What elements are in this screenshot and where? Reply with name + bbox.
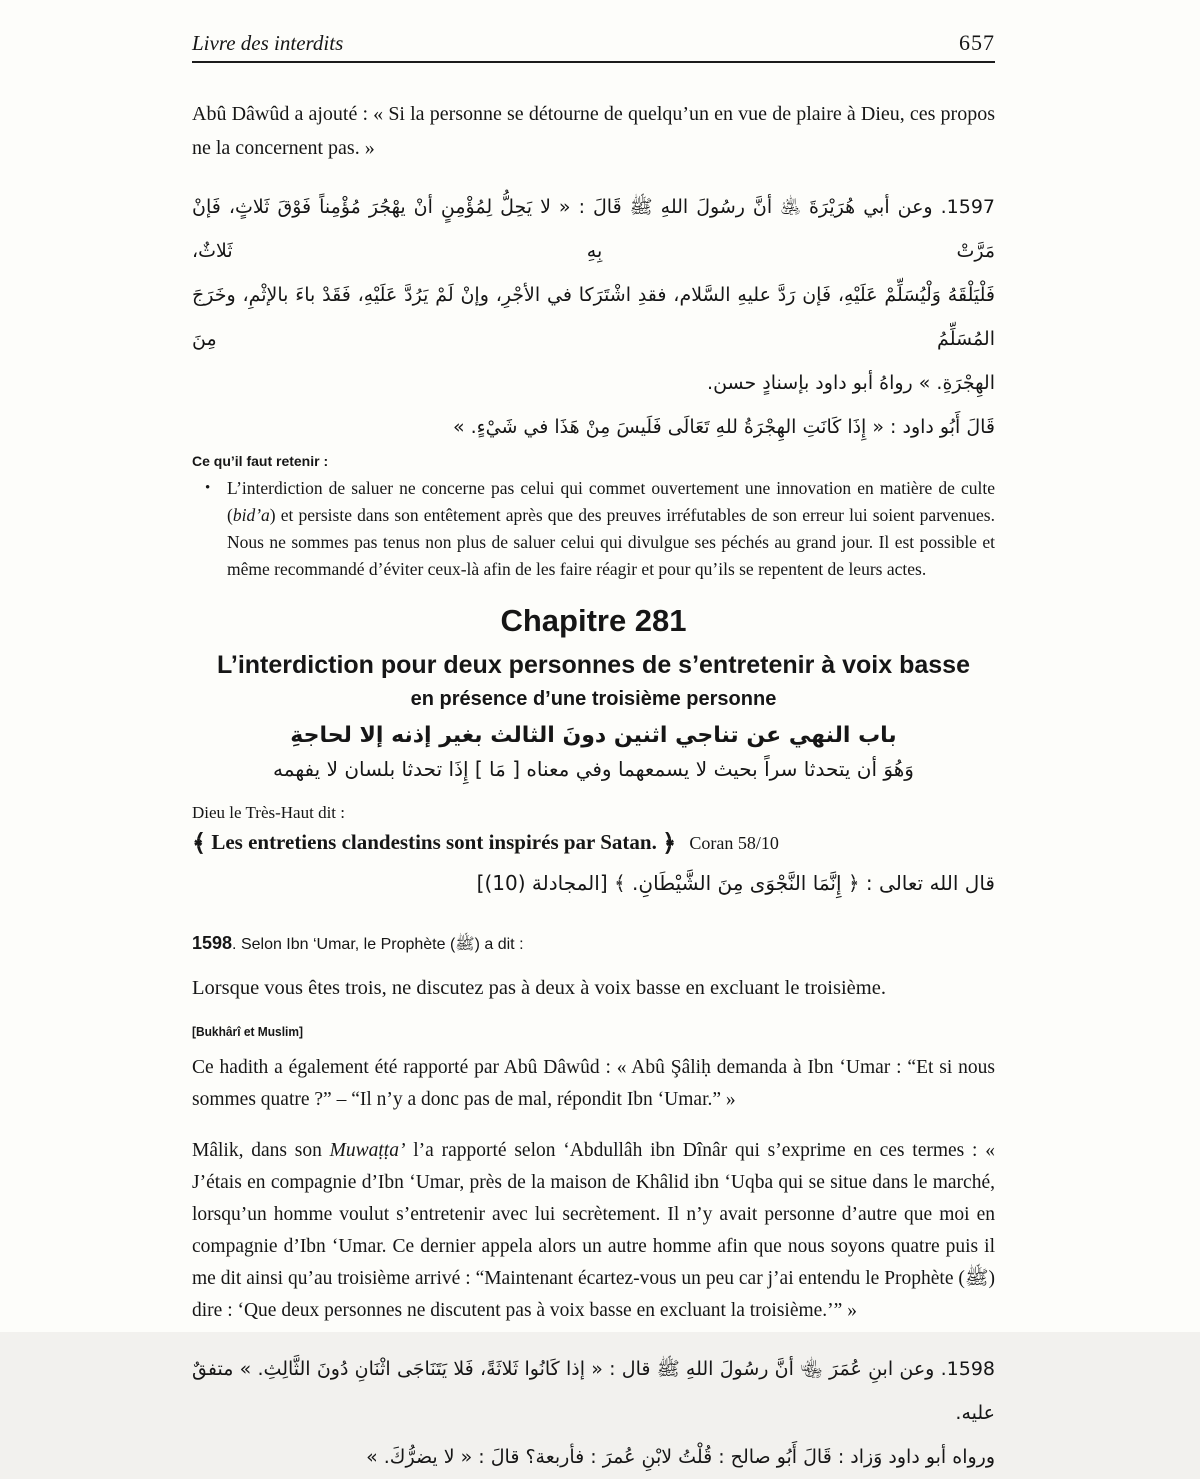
chapter-subtitle: en présence d’une troisième personne [410,688,777,710]
hadith-1598-source: [Bukhârî et Muslim] [192,1023,303,1039]
quran-verse-french [192,829,995,857]
verse-reference: Coran 58/10 [689,833,779,853]
key-points-text-part: L’interdiction de saluer ne concerne pas celui qui commet ouvertement une innovation en matière de culte ( [227,478,995,525]
key-points-section [192,453,995,583]
hadith-1597-arabic-line: فَلْيَلْقَهُ وَلْيُسَلِّمْ عَلَيْهِ، فَإن رَدَّ عليهِ السَّلام، فقدِ اشْتَرَكا في الأجْرِ، وإنْ لَمْ يَرُدَّ عَلَيْهِ، فَقَدْ باءَ بالإثْمِ، وخَرَجَ المُسَلِّمُ مِنَ [192,284,995,350]
key-points-item [192,475,995,583]
page-number: 657 [959,30,995,55]
hadith-1598-commentary-1: Ce hadith a également été rapporté par Abû Dâwûd : « Abû Şâliḥ demanda à Ibn ‘Umar : “Et si nous sommes quatre ?” – “Il n’y a donc pas de mal, répondit Ibn ‘Umar.” » [192,1056,995,1110]
chapter-arabic-title: باب النهي عن تناجي اثنين دونَ الثالث بغير إذنه إلا لحاجةِ [290,723,897,748]
running-book-title: Livre des interdits [192,31,344,55]
page-header [192,30,995,63]
key-points-label: Ce qu’il faut retenir : [192,453,329,469]
quran-intro-line: Dieu le Très-Haut dit : [192,803,345,822]
hadith-1598-commentary-2 [192,1135,995,1327]
hadith-1597-arabic [192,185,995,449]
chapter-title: L’interdiction pour deux personnes de s’entretenir à voix basse [217,651,970,679]
hadith-1598-arabic [192,1347,995,1479]
hadith-1598-narrator-line [192,933,995,957]
hadith-1597-arabic-line: الهِجْرَةِ. » رواهُ أبو داود بإسنادٍ حسن. [707,372,995,394]
hadith-1597-arabic-line: 1597. وعن أبي هُرَيْرَةَ ﵁ أنَّ رسُولَ اللهِ ﷺ قَالَ : « لا يَحِلُّ لِمُؤْمِنٍ أنْ يهْجُرَ مُؤْمِناً فَوْقَ ثَلاثٍ، فَإنْ مَرَّتْ بِهِ ثَلاثٌ، [192,196,995,262]
key-points-text [227,475,995,583]
narrator-text: . Selon Ibn ‘Umar, le Prophète (ﷺ) a dit : [232,936,524,953]
hadith-1598-text: Lorsque vous êtes trois, ne discutez pas à deux à voix basse en excluant le troisième. [192,977,886,999]
header-rule [192,61,995,63]
chapter-heading [192,603,995,781]
hadith-1598-arabic-addition: ورواه أبو داود وَزاد : قَالَ أَبُو صالح : قُلْتُ لابْنِ عُمرَ : فأربعة؟ قالَ : « لا يضرُّكَ. » [366,1445,995,1468]
commentary-2-book-title: Muwaṭṭa’ [329,1140,406,1161]
hadith-1598-section [192,933,995,1479]
intro-paragraph: Abû Dâwûd a ajouté : « Si la personne se détourne de quelqu’un en vue de plaire à Dieu, ces propos ne la concernent pas. » [192,103,995,159]
hadith-number: 1598 [192,933,233,953]
quran-verse-arabic: قال الله تعالى : ﴿ إِنَّمَا النَّجْوَى مِنَ الشَّيْطَانِ. ﴾ [المجادلة (10)] [476,871,995,895]
commentary-2-part: Mâlik, dans son [192,1140,330,1161]
verse-text: Les entretiens clandestins sont inspirés par Satan. [211,830,657,854]
chapter-number: Chapitre 281 [500,603,687,638]
quran-quote-section [192,803,995,901]
key-points-text-part: ) et persiste dans son entêtement après que des preuves irréfutables de son erreur lui soient parvenues. Nous ne sommes pas tenus non plus de saluer celui qui divulgue ses péchés au grand jour. Il est possible et même recommandé d’éviter ceux-là afin de les faire réagir et pour qu’ils se repentent de leurs actes. [227,505,995,579]
bullet-icon: • [205,480,211,496]
verse-closing-ornament-icon: ﴿ [662,829,677,857]
commentary-2-part: l’a rapporté selon ‘Abdullâh ibn Dînâr qui s’exprime en ces termes : « J’étais en compagnie d’Ibn ‘Umar, près de la maison de Khâlid ibn ‘Uqba qui se situe dans le marché, lorsqu’un homme voulut s’entretenir avec lui secrètement. Il n’y avait personne d’autre que moi en compagnie d’Ibn ‘Umar. Ce dernier appela alors un autre homme afin que nous soyons quatre puis il me dit ainsi qu’au troisième arrivé : “Maintenant écartez-vous un peu car j’ai entendu le Prophète (ﷺ) dire : ‘Que deux personnes ne discutent pas à voix basse en excluant la troisième.’” » [192,1140,995,1321]
chapter-arabic-definition: وَهُوَ أن يتحدثا سراً بحيث لا يسمعهما وفي معناه [ مَا ] إِذَا تحدثا بلسان لا يفهمه [273,757,914,781]
hadith-1597-abu-dawud-note: قَالَ أَبُو داود : « إِذَا كَانَتِ الهِجْرَةُ للهِ تَعَالَى فَلَيسَ مِنْ هَذَا في شَيْءٍ. » [452,416,995,438]
hadith-1598-arabic-main: 1598. وعن ابنِ عُمَرَ ﵄ أنَّ رسُولَ اللهِ ﷺ قال : « إذا كَانُوا ثَلاثَةً، فَلا يَتَنَاجَى اثْنَانِ دُونَ الثَّالِثِ. » متفقٌ عليه. [192,1357,995,1424]
verse-opening-ornament-icon: ﴾ [192,829,207,857]
key-points-italic-term: bid’a [232,505,270,525]
